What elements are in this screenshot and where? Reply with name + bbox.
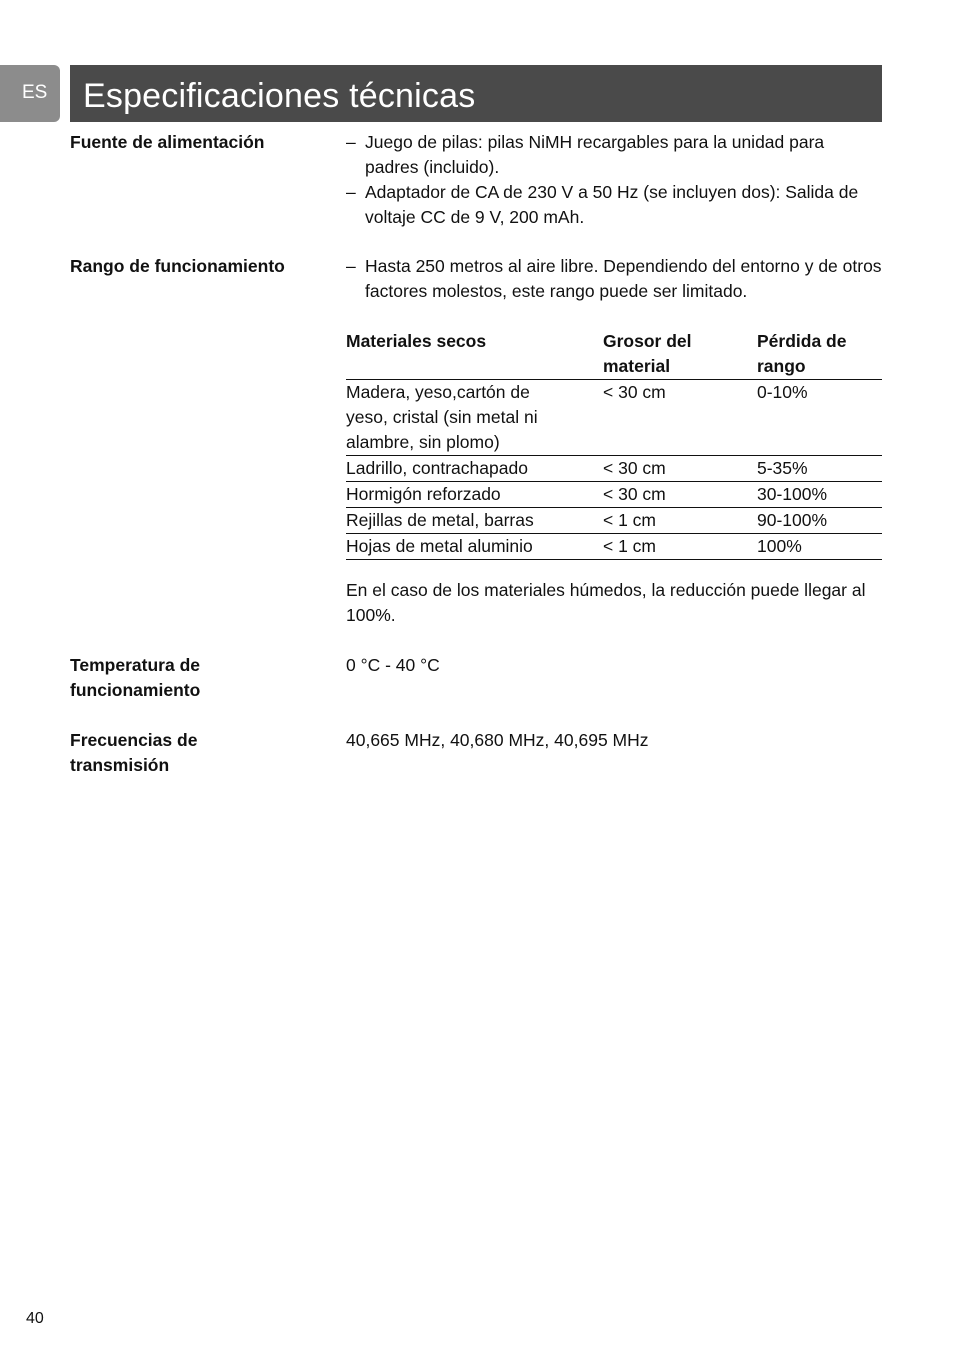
- operating-range-label: Rango de funcionamiento: [70, 256, 285, 276]
- loss-cell: 5-35%: [757, 456, 882, 482]
- range-item-text: Hasta 250 metros al aire libre. Dependiendo del entorno y de otros factores molestos, este rango puede ser limitado.: [365, 256, 882, 301]
- power-item-text: Adaptador de CA de 230 V a 50 Hz (se incluyen dos): Salida de voltaje CC de 9 V, 200 mAh.: [365, 182, 859, 227]
- language-tab: ES: [0, 65, 60, 122]
- material-cell: Madera, yeso,cartón de yeso, cristal (sin metal ni alambre, sin plomo): [346, 380, 603, 456]
- header-thickness: Grosor del material: [603, 329, 757, 380]
- materials-table: [346, 329, 882, 560]
- page-title: Especificaciones técnicas: [83, 77, 476, 115]
- loss-cell: 90-100%: [757, 508, 882, 534]
- wet-materials-note: En el caso de los materiales húmedos, la reducción puede llegar al 100%.: [346, 580, 866, 625]
- operating-temperature-value: 0 °C - 40 °C: [346, 655, 440, 675]
- header-range-loss: Pérdida de rango: [757, 329, 882, 380]
- title-bar: [70, 65, 882, 122]
- page-number: 40: [26, 1310, 44, 1327]
- power-item-text: Juego de pilas: pilas NiMH recargables para la unidad para padres (incluido).: [365, 132, 825, 177]
- loss-cell: 100%: [757, 534, 882, 560]
- thickness-cell: < 1 cm: [603, 508, 757, 534]
- power-item: [346, 180, 882, 230]
- thickness-cell: < 30 cm: [603, 456, 757, 482]
- header-dry-materials: Materiales secos: [346, 329, 603, 380]
- transmission-frequencies-label: Frecuencias de transmisión: [70, 730, 198, 775]
- transmission-frequencies-value: 40,665 MHz, 40,680 MHz, 40,695 MHz: [346, 730, 649, 750]
- operating-range-content: [346, 254, 882, 304]
- dash-bullet: –: [346, 132, 356, 152]
- dash-bullet: –: [346, 182, 356, 202]
- power-item: [346, 130, 882, 180]
- loss-cell: 0-10%: [757, 380, 882, 456]
- table-row: [346, 456, 882, 482]
- power-supply-content: [346, 130, 882, 230]
- table-row: [346, 508, 882, 534]
- range-item: [346, 254, 882, 304]
- material-cell: Rejillas de metal, barras: [346, 508, 603, 534]
- operating-temperature-label: Temperatura de funcionamiento: [70, 655, 201, 700]
- material-cell: Ladrillo, contrachapado: [346, 456, 603, 482]
- material-cell: Hormigón reforzado: [346, 482, 603, 508]
- material-cell: Hojas de metal aluminio: [346, 534, 603, 560]
- table-header-row: [346, 329, 882, 380]
- thickness-cell: < 1 cm: [603, 534, 757, 560]
- table-row: [346, 482, 882, 508]
- table-row: [346, 534, 882, 560]
- power-supply-label: Fuente de alimentación: [70, 132, 265, 152]
- table-row: [346, 380, 882, 456]
- thickness-cell: < 30 cm: [603, 482, 757, 508]
- dash-bullet: –: [346, 256, 356, 276]
- thickness-cell: < 30 cm: [603, 380, 757, 456]
- loss-cell: 30-100%: [757, 482, 882, 508]
